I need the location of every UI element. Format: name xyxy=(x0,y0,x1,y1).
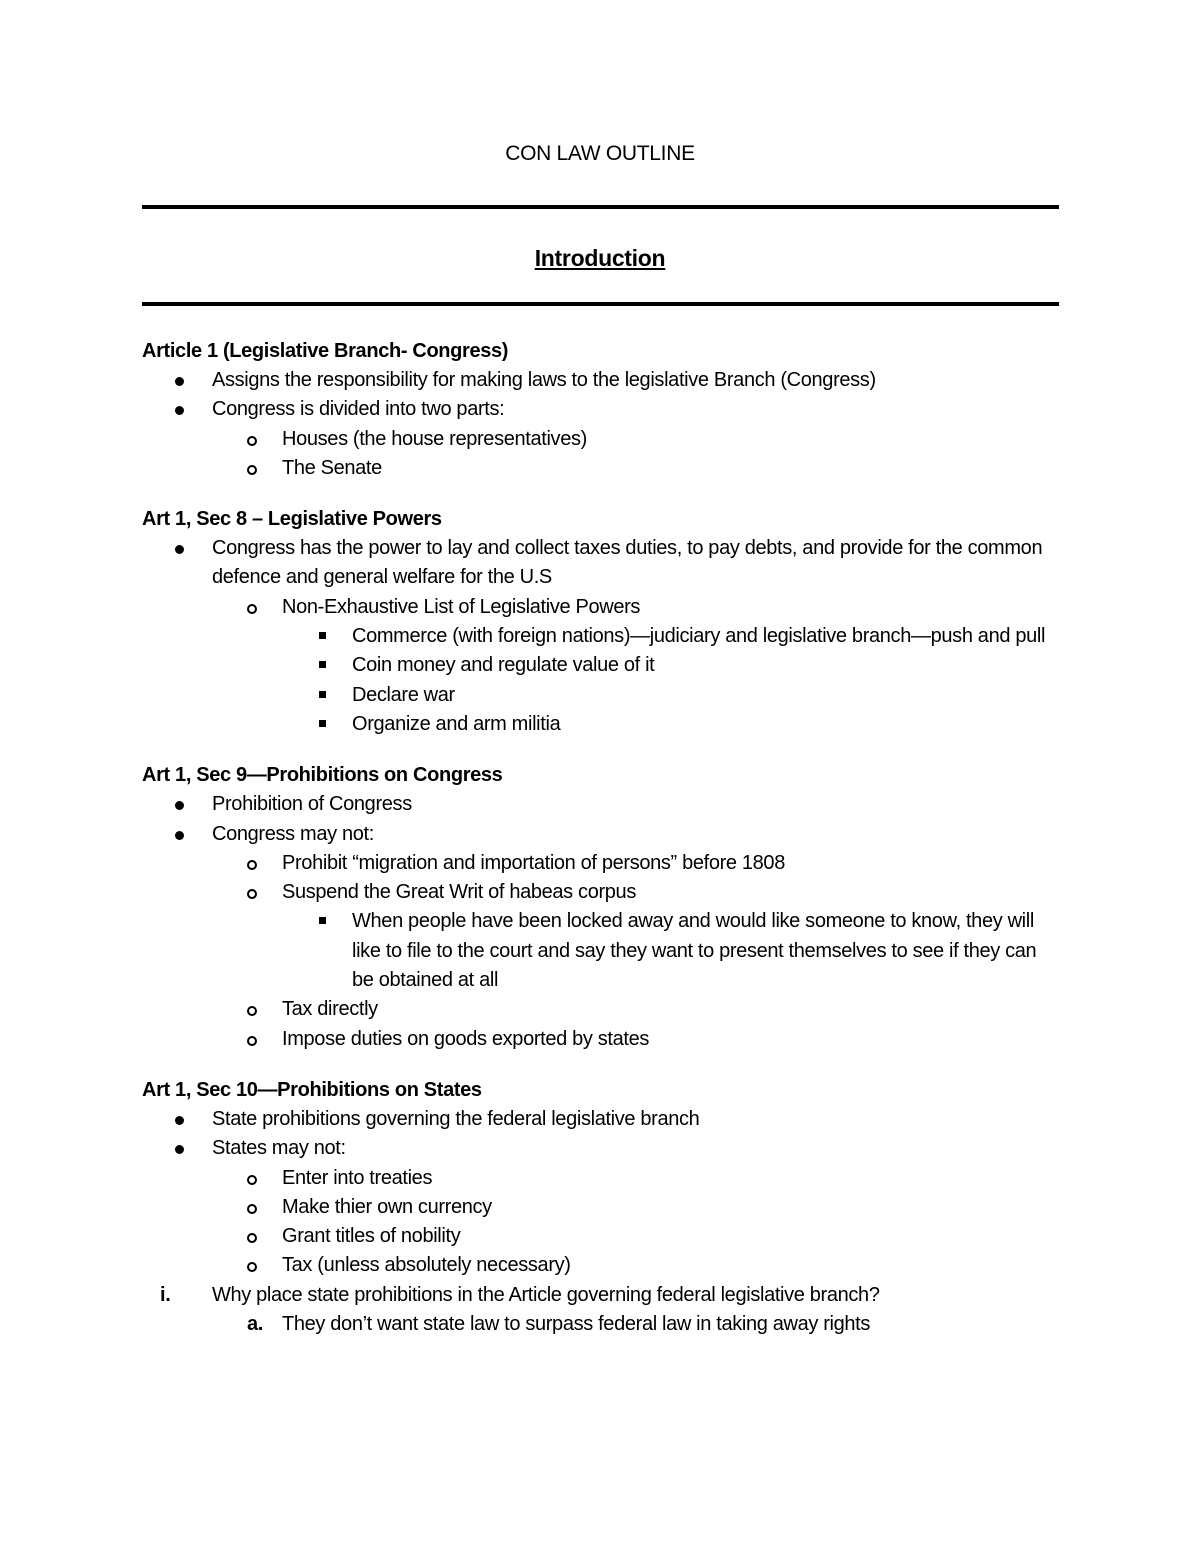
outline-item-text: Grant titles of nobility xyxy=(282,1225,461,1248)
horizontal-rule-bottom xyxy=(142,302,1059,306)
bullet-icon xyxy=(175,1145,184,1154)
outline-item-text: Assigns the responsibility for making laws to the legislative Branch (Congress) xyxy=(212,369,876,391)
outline-item xyxy=(142,622,1059,651)
square-bullet-icon xyxy=(319,720,326,727)
bullet-icon xyxy=(175,801,184,810)
outline-item-text: Prohibit “migration and importation of persons” before 1808 xyxy=(282,851,785,874)
outline-item xyxy=(142,1105,1059,1134)
outline-item-text: Suspend the Great Writ of habeas corpus xyxy=(282,881,636,904)
outline-item-text: They don’t want state law to surpass federal law in taking away rights xyxy=(282,1313,871,1336)
outline-list xyxy=(142,1105,1059,1339)
outline-item xyxy=(142,1134,1059,1163)
outline-item-text: Congress may not: xyxy=(212,822,374,845)
horizontal-rule-top xyxy=(142,205,1059,209)
section-heading: Introduction xyxy=(534,245,666,271)
outline-item-text: Prohibition of Congress xyxy=(212,793,412,816)
outline-item-text: Coin money and regulate value of it xyxy=(352,654,655,677)
outline-item-text: Why place state prohibitions in the Article governing federal legislative branch? xyxy=(212,1283,880,1306)
outline-item-text: Congress has the power to lay and collect taxes duties, to pay debts, and provide for the common defence and general welfare for the U.S xyxy=(212,537,1043,589)
outline-item xyxy=(142,907,1059,995)
outline-item-text: Congress is divided into two parts: xyxy=(212,398,505,421)
circle-bullet-icon xyxy=(247,860,257,870)
outline-item-text: Declare war xyxy=(352,683,455,706)
letter-label: a. xyxy=(247,1313,263,1336)
outline-section xyxy=(142,1075,1059,1339)
outline-item-text: States may not: xyxy=(212,1137,346,1160)
outline-list xyxy=(142,790,1059,1054)
section-title: Art 1, Sec 10—Prohibitions on States xyxy=(142,1078,482,1101)
outline-item xyxy=(142,1025,1059,1054)
square-bullet-icon xyxy=(319,691,326,698)
outline-list xyxy=(142,366,1059,483)
outline-body xyxy=(142,336,1059,1360)
bullet-icon xyxy=(175,831,184,840)
outline-item xyxy=(142,1281,1059,1310)
bullet-icon xyxy=(175,1116,184,1125)
outline-item xyxy=(142,425,1059,454)
circle-bullet-icon xyxy=(247,1175,257,1185)
outline-item xyxy=(142,820,1059,849)
bullet-icon xyxy=(175,377,184,386)
circle-bullet-icon xyxy=(247,1006,257,1016)
document-title: CON LAW OUTLINE xyxy=(505,142,695,165)
outline-item-text: State prohibitions governing the federal legislative branch xyxy=(212,1107,700,1130)
outline-item xyxy=(142,366,1059,395)
circle-bullet-icon xyxy=(247,889,257,899)
outline-section xyxy=(142,336,1059,483)
outline-item xyxy=(142,1310,1059,1339)
outline-item-text: Make thier own currency xyxy=(282,1195,492,1218)
circle-bullet-icon xyxy=(247,465,257,475)
outline-item xyxy=(142,454,1059,483)
outline-item-text: Commerce (with foreign nations)—judiciary and legislative branch—push and pull xyxy=(352,625,1046,648)
circle-bullet-icon xyxy=(247,1204,257,1214)
circle-bullet-icon xyxy=(247,436,257,446)
outline-item-text: Impose duties on goods exported by states xyxy=(282,1027,649,1050)
outline-item xyxy=(142,849,1059,878)
outline-item xyxy=(142,878,1059,907)
outline-item-text: When people have been locked away and would like someone to know, they will like to file to the court and say they want to present themselves to see if they can be obtained at all xyxy=(352,910,1037,992)
outline-item-text: Organize and arm militia xyxy=(352,712,561,735)
square-bullet-icon xyxy=(319,632,326,639)
section-title: Art 1, Sec 8 – Legislative Powers xyxy=(142,508,442,531)
bullet-icon xyxy=(175,406,184,415)
outline-section xyxy=(142,760,1059,1054)
outline-item xyxy=(142,1193,1059,1222)
roman-numeral-label: i. xyxy=(160,1283,171,1306)
outline-item xyxy=(142,593,1059,622)
bullet-icon xyxy=(175,545,184,554)
outline-item-text: The Senate xyxy=(282,456,382,479)
section-title: Art 1, Sec 9—Prohibitions on Congress xyxy=(142,764,503,787)
outline-item-text: Enter into treaties xyxy=(282,1166,433,1189)
outline-item xyxy=(142,1251,1059,1280)
outline-item-text: Tax (unless absolutely necessary) xyxy=(282,1254,571,1277)
outline-item xyxy=(142,395,1059,424)
outline-item xyxy=(142,1164,1059,1193)
outline-item xyxy=(142,534,1059,593)
circle-bullet-icon xyxy=(247,1233,257,1243)
outline-item-text: Tax directly xyxy=(282,998,378,1021)
outline-list xyxy=(142,534,1059,739)
outline-section xyxy=(142,504,1059,739)
outline-item xyxy=(142,651,1059,680)
section-title: Article 1 (Legislative Branch- Congress) xyxy=(142,340,509,362)
outline-item-text: Houses (the house representatives) xyxy=(282,427,587,450)
outline-item xyxy=(142,790,1059,819)
outline-item xyxy=(142,1222,1059,1251)
square-bullet-icon xyxy=(319,917,326,924)
outline-item-text: Non-Exhaustive List of Legislative Powers xyxy=(282,595,641,618)
outline-item xyxy=(142,995,1059,1024)
circle-bullet-icon xyxy=(247,1262,257,1272)
circle-bullet-icon xyxy=(247,604,257,614)
circle-bullet-icon xyxy=(247,1036,257,1046)
outline-item xyxy=(142,681,1059,710)
outline-item xyxy=(142,710,1059,739)
square-bullet-icon xyxy=(319,661,326,668)
